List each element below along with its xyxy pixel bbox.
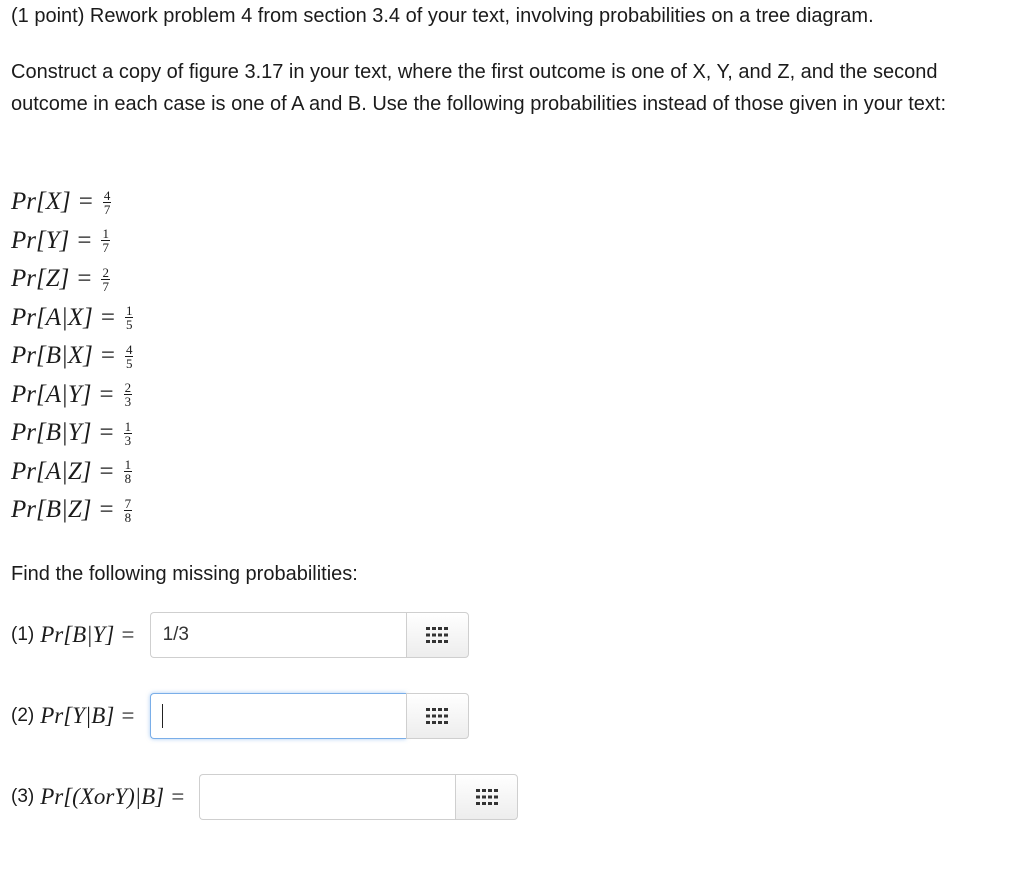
equation-palette-button[interactable]	[455, 774, 518, 820]
prob-expr: Pr[X]	[11, 188, 71, 216]
given-row: Pr[A|X] = $\frac{1}{5}$	[11, 303, 133, 333]
fraction	[124, 420, 133, 447]
numerator: 2	[124, 380, 132, 396]
given-row: Pr[A|Z] = $\frac{1}{8}$	[11, 457, 132, 487]
denominator: 8	[124, 509, 132, 525]
numerator: 2	[102, 264, 109, 280]
question-2	[11, 693, 469, 739]
answer-input-1[interactable]	[150, 612, 406, 658]
answer-field-group	[150, 612, 469, 658]
denominator: 5	[125, 317, 133, 333]
equation-palette-button[interactable]	[406, 693, 469, 739]
grid-palette-icon	[426, 708, 448, 724]
fraction	[124, 458, 133, 485]
question-number: (1)	[11, 624, 35, 645]
numerator: 1	[124, 457, 132, 473]
prob-expr: Pr[A|X]	[11, 303, 93, 331]
numerator: 1	[125, 303, 133, 319]
answer-field-group	[199, 774, 518, 820]
numerator: 7	[124, 495, 132, 511]
prob-expr: Pr[Y]	[11, 226, 70, 254]
denominator: 8	[124, 471, 132, 487]
fraction	[103, 189, 112, 216]
numerator: 1	[124, 418, 132, 434]
numerator: 1	[102, 226, 109, 242]
problem-header: (1 point) Rework problem 4 from section 3.4 of your text, involving probabilities on a tree diagram.	[11, 5, 874, 27]
fraction	[101, 266, 110, 293]
prob-expr: Pr[B|X]	[11, 342, 93, 370]
given-probabilities	[11, 183, 133, 530]
given-row: Pr[A|Y] = $\frac{2}{3}$	[11, 380, 132, 410]
denominator: 7	[103, 201, 111, 217]
grid-palette-icon	[476, 789, 498, 805]
fraction	[125, 343, 134, 370]
question-1	[11, 612, 469, 658]
numerator: 4	[125, 341, 133, 357]
given-row: Pr[Y] = $\frac{1}{7}$	[11, 226, 109, 256]
answer-input-3[interactable]	[199, 774, 455, 820]
given-row: Pr[B|Z] = $\frac{7}{8}$	[11, 495, 132, 525]
question-expr: Pr[B|Y] =	[40, 622, 136, 647]
denominator: 7	[102, 240, 109, 256]
given-row: Pr[B|Y] = $\frac{1}{3}$	[11, 418, 132, 448]
denominator: 3	[124, 432, 132, 448]
answer-field-group	[150, 693, 469, 739]
text-caret	[162, 704, 164, 728]
question-3	[11, 774, 518, 820]
prob-expr: Pr[Z]	[11, 265, 70, 293]
given-row: Pr[X] = $\frac{4}{7}$	[11, 187, 111, 217]
denominator: 5	[125, 355, 133, 371]
prob-expr: Pr[A|Z]	[11, 457, 92, 485]
question-expr: Pr[(XorY)|B] =	[40, 784, 186, 809]
fraction	[124, 381, 133, 408]
prob-expr: Pr[A|Y]	[11, 380, 92, 408]
equation-palette-button[interactable]	[406, 612, 469, 658]
fraction	[125, 304, 134, 331]
question-number: (3)	[11, 786, 35, 807]
question-number: (2)	[11, 705, 35, 726]
question-expr: Pr[Y|B] =	[40, 703, 136, 728]
fraction	[101, 227, 110, 254]
grid-palette-icon	[426, 627, 448, 643]
given-row: Pr[Z] = $\frac{2}{7}$	[11, 264, 109, 294]
numerator: 4	[103, 187, 111, 203]
fraction	[124, 497, 133, 524]
denominator: 7	[102, 278, 109, 294]
prob-expr: Pr[B|Z]	[11, 496, 92, 524]
find-prompt: Find the following missing probabilities:	[11, 563, 358, 585]
prob-expr: Pr[B|Y]	[11, 419, 92, 447]
denominator: 3	[124, 394, 132, 410]
problem-instructions: Construct a copy of figure 3.17 in your text, where the first outcome is one of X, Y, and Z, and the second outcome in each case is one of A and B. Use the following probabilities instead of those given in your text:	[11, 61, 947, 115]
answer-input-2[interactable]	[150, 693, 406, 739]
given-row: Pr[B|X] = $\frac{4}{5}$	[11, 341, 133, 371]
